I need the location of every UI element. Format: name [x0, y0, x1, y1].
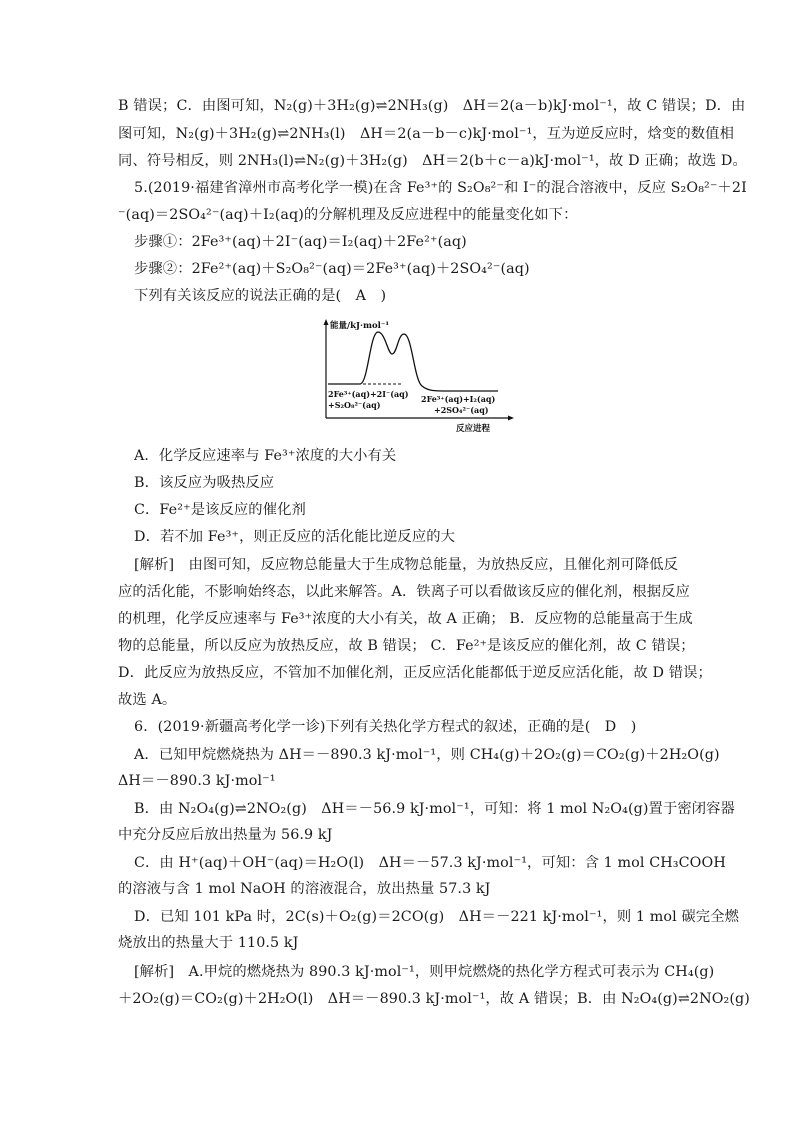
text-line: 中充分反应后放出热量为 56.9 kJ: [118, 827, 333, 843]
text-line: ΔH＝－890.3 kJ·mol⁻¹: [118, 773, 276, 789]
text-line: D．此反应为放热反应，不管加不加催化剂，正反应活化能都低于逆反应活化能，故 D 错误；: [118, 665, 712, 681]
analysis-paragraph: [解析] A.甲烷的燃烧热为 890.3 kJ·mol⁻¹，则甲烷燃烧的热化学方程式可表示为 CH₄(g): [134, 964, 715, 980]
y-axis-arrow: [324, 319, 329, 325]
text-line: 图可知，N₂(g)＋3H₂(g)⇌2NH₃(l) ΔH＝2(a－b－c)kJ·mol⁻¹，互为逆反应时，焓变的数值相: [118, 126, 734, 142]
text-line: ＋2O₂(g)＝CO₂(g)＋2H₂O(l) ΔH＝－890.3 kJ·mol⁻¹，故 A 错误；B．由 N₂O₄(g)⇌2NO₂(g): [118, 991, 750, 1007]
text-line: B 错误；C．由图可知，N₂(g)＋3H₂(g)⇌2NH₃(g) ΔH＝2(a－b)kJ·mol⁻¹，故 C 错误；D．由: [118, 98, 746, 114]
reactants-label-2: +S₂O₈²⁻(aq): [328, 400, 381, 410]
step-2: 步骤②：2Fe²⁺(aq)＋S₂O₈²⁻(aq)＝2Fe³⁺(aq)＋2SO₄²⁻(aq): [134, 261, 530, 277]
energy-diagram: [318, 318, 518, 436]
text-line: 故选 A。: [118, 692, 177, 708]
text-line: ⁻(aq)＝2SO₄²⁻(aq)＋I₂(aq)的分解机理及反应进程中的能量变化如下：: [118, 207, 578, 223]
option-b: B．该反应为吸热反应: [134, 475, 275, 491]
text-line: 应的活化能，不影响始终态，以此来解答。A．铁离子可以看做该反应的催化剂，根据反应: [118, 584, 690, 600]
question-5-prompt: 下列有关该反应的说法正确的是( A ): [134, 288, 387, 304]
option-c: C．Fe²⁺是该反应的催化剂: [134, 502, 306, 518]
text-line: 的机理，化学反应速率与 Fe³⁺浓度的大小有关，故 A 正确； B．反应物的总能量高于生成: [118, 611, 693, 627]
question-6-stem: 6．(2019·新疆高考化学一诊)下列有关热化学方程式的叙述，正确的是( D ): [134, 719, 637, 735]
option-a: A．已知甲烷燃烧热为 ΔH＝－890.3 kJ·mol⁻¹，则 CH₄(g)＋2O₂(g)＝CO₂(g)＋2H₂O(g): [134, 747, 720, 763]
x-axis-label: 反应进程: [456, 424, 491, 434]
text-line: 物的总能量，所以反应为放热反应，故 B 错误； C．Fe²⁺是该反应的催化剂，故 C 错误；: [118, 638, 695, 654]
text-line: 烧放出的热量大于 110.5 kJ: [118, 935, 299, 951]
option-b: B．由 N₂O₄(g)⇌2NO₂(g) ΔH＝－56.9 kJ·mol⁻¹，可知：将 1 mol N₂O₄(g)置于密闭容器: [134, 801, 735, 817]
option-a: A．化学反应速率与 Fe³⁺浓度的大小有关: [134, 448, 397, 464]
analysis-paragraph: [解析] 由图可知，反应物总能量大于生成物总能量，为放热反应，且催化剂可降低反: [134, 557, 679, 573]
question-5-stem: 5.(2019·福建省漳州市高考化学一模)在含 Fe³⁺的 S₂O₈²⁻和 I⁻的混合溶液中，反应 S₂O₈²⁻＋2I: [134, 180, 747, 196]
y-axis-label: 能量/kJ·mol⁻¹: [330, 321, 390, 331]
step-1: 步骤①：2Fe³⁺(aq)＋2I⁻(aq)＝I₂(aq)＋2Fe²⁺(aq): [134, 234, 467, 250]
energy-profile-figure: [318, 318, 518, 440]
products-label-2: +2SO₄²⁻(aq): [434, 405, 489, 415]
x-axis-arrow: [508, 416, 514, 421]
option-c: C．由 H⁺(aq)＋OH⁻(aq)＝H₂O(l) ΔH＝－57.3 kJ·mol⁻¹，可知：含 1 mol CH₃COOH: [134, 855, 726, 871]
products-label: 2Fe³⁺(aq)+I₂(aq): [421, 394, 496, 404]
reactants-label: 2Fe³⁺(aq)+2I⁻(aq): [328, 389, 409, 399]
text-line: 的溶液与含 1 mol NaOH 的溶液混合，放出热量 57.3 kJ: [118, 881, 491, 897]
option-d: D．已知 101 kPa 时，2C(s)＋O₂(g)＝2CO(g) ΔH＝－221 kJ·mol⁻¹，则 1 mol 碳完全燃: [134, 909, 739, 925]
option-d: D．若不加 Fe³⁺，则正反应的活化能比逆反应的大: [134, 529, 456, 545]
energy-curve: [328, 332, 498, 391]
text-line: 同、符号相反，则 2NH₃(l)⇌N₂(g)＋3H₂(g) ΔH＝2(b＋c－a)kJ·mol⁻¹，故 D 正确；故选 D。: [118, 153, 747, 169]
